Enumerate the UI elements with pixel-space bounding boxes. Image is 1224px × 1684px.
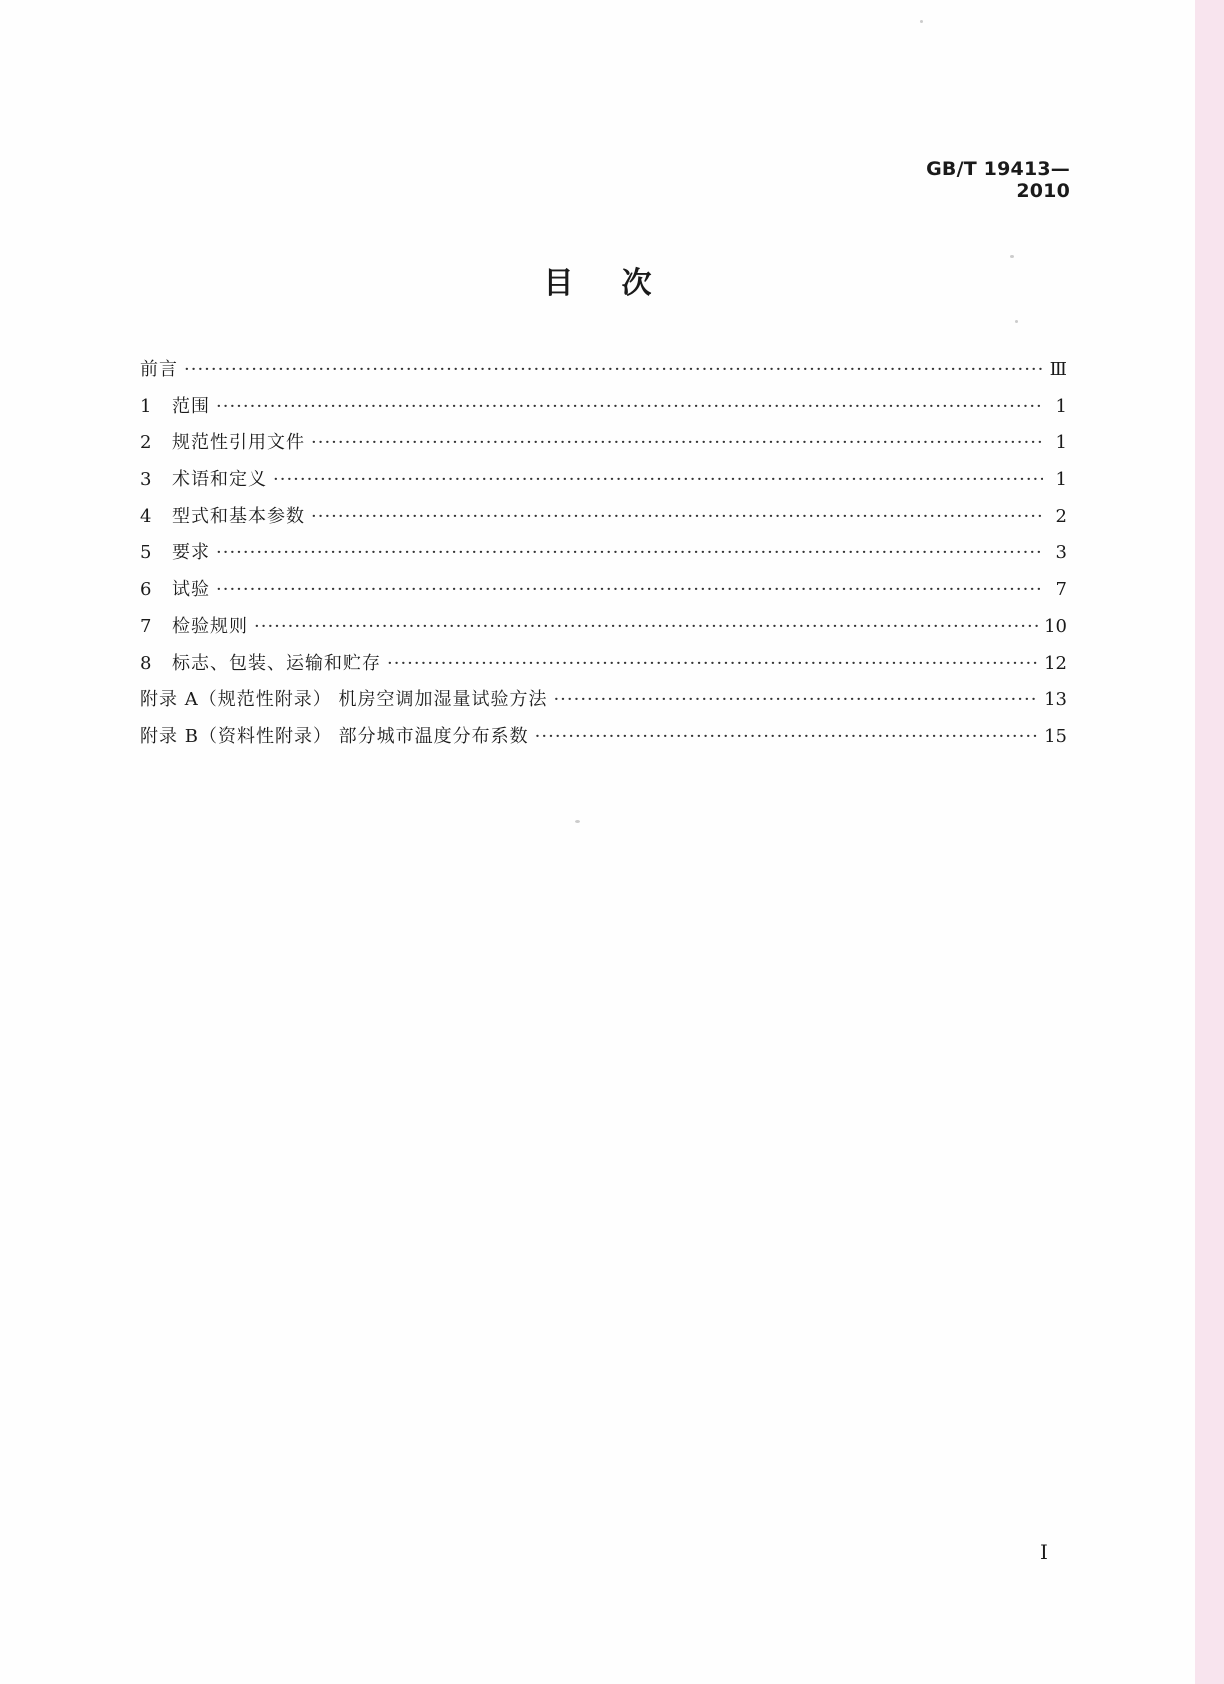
toc-entry-6[interactable] <box>140 575 1067 612</box>
toc-number: 2 <box>140 432 152 454</box>
toc-page: 3 <box>1055 542 1067 564</box>
toc-label: 要求 <box>172 542 210 564</box>
toc-page: 12 <box>1044 652 1067 674</box>
toc-label: 标志、包装、运输和贮存 <box>172 652 381 674</box>
toc-page: Ⅲ <box>1049 359 1067 380</box>
toc-leader <box>184 359 1043 380</box>
toc-label: 试验 <box>172 579 210 601</box>
toc-entry-preface[interactable] <box>140 355 1067 392</box>
toc-page: 13 <box>1044 689 1067 711</box>
toc-page: 15 <box>1044 725 1067 747</box>
toc-entry-1[interactable] <box>140 392 1067 429</box>
toc-entry-3[interactable] <box>140 465 1067 502</box>
toc-entry-4[interactable] <box>140 502 1067 539</box>
scan-speck <box>1015 320 1018 323</box>
toc-leader <box>535 726 1038 747</box>
page-number: I <box>1040 1540 1048 1564</box>
toc-page: 2 <box>1055 505 1067 527</box>
toc-entry-7[interactable] <box>140 612 1067 649</box>
toc-entry-8[interactable] <box>140 649 1067 686</box>
toc-entry-5[interactable] <box>140 538 1067 575</box>
toc-leader <box>216 396 1043 417</box>
toc-label: 检验规则 <box>172 615 248 637</box>
toc-number: 5 <box>140 542 152 564</box>
toc-page: 7 <box>1055 579 1067 601</box>
toc-leader <box>387 653 1038 674</box>
toc-label: 附录 B（资料性附录） 部分城市温度分布系数 <box>140 725 529 747</box>
toc-number: 7 <box>140 615 152 637</box>
page-edge <box>1195 0 1224 1684</box>
scan-speck <box>575 820 580 823</box>
toc-page: 10 <box>1044 615 1067 637</box>
toc-number: 4 <box>140 505 152 527</box>
toc-label: 范围 <box>172 395 210 417</box>
toc-entry-appendix-b[interactable] <box>140 722 1067 759</box>
toc-leader <box>254 616 1038 637</box>
toc-entry-2[interactable] <box>140 428 1067 465</box>
toc-leader <box>311 506 1043 527</box>
toc-leader <box>216 579 1043 600</box>
toc-page: 1 <box>1055 432 1067 454</box>
standard-code: GB/T 19413—2010 <box>926 158 1070 202</box>
toc-label: 附录 A（规范性附录） 机房空调加湿量试验方法 <box>140 689 548 711</box>
toc-page: 1 <box>1055 469 1067 491</box>
toc-label: 前言 <box>140 359 178 380</box>
table-of-contents <box>140 355 1067 759</box>
page-title: 目次 <box>543 266 700 301</box>
toc-leader <box>273 469 1043 490</box>
toc-leader <box>311 432 1043 453</box>
toc-page: 1 <box>1055 395 1067 417</box>
toc-number: 8 <box>140 652 152 674</box>
toc-entry-appendix-a[interactable] <box>140 685 1067 722</box>
toc-label: 术语和定义 <box>172 469 267 491</box>
toc-label: 型式和基本参数 <box>172 505 305 527</box>
scan-speck <box>920 20 923 23</box>
toc-leader <box>553 689 1038 710</box>
toc-number: 1 <box>140 395 152 417</box>
toc-label: 规范性引用文件 <box>172 432 305 454</box>
toc-leader <box>216 542 1043 563</box>
toc-number: 3 <box>140 469 152 491</box>
toc-number: 6 <box>140 579 152 601</box>
